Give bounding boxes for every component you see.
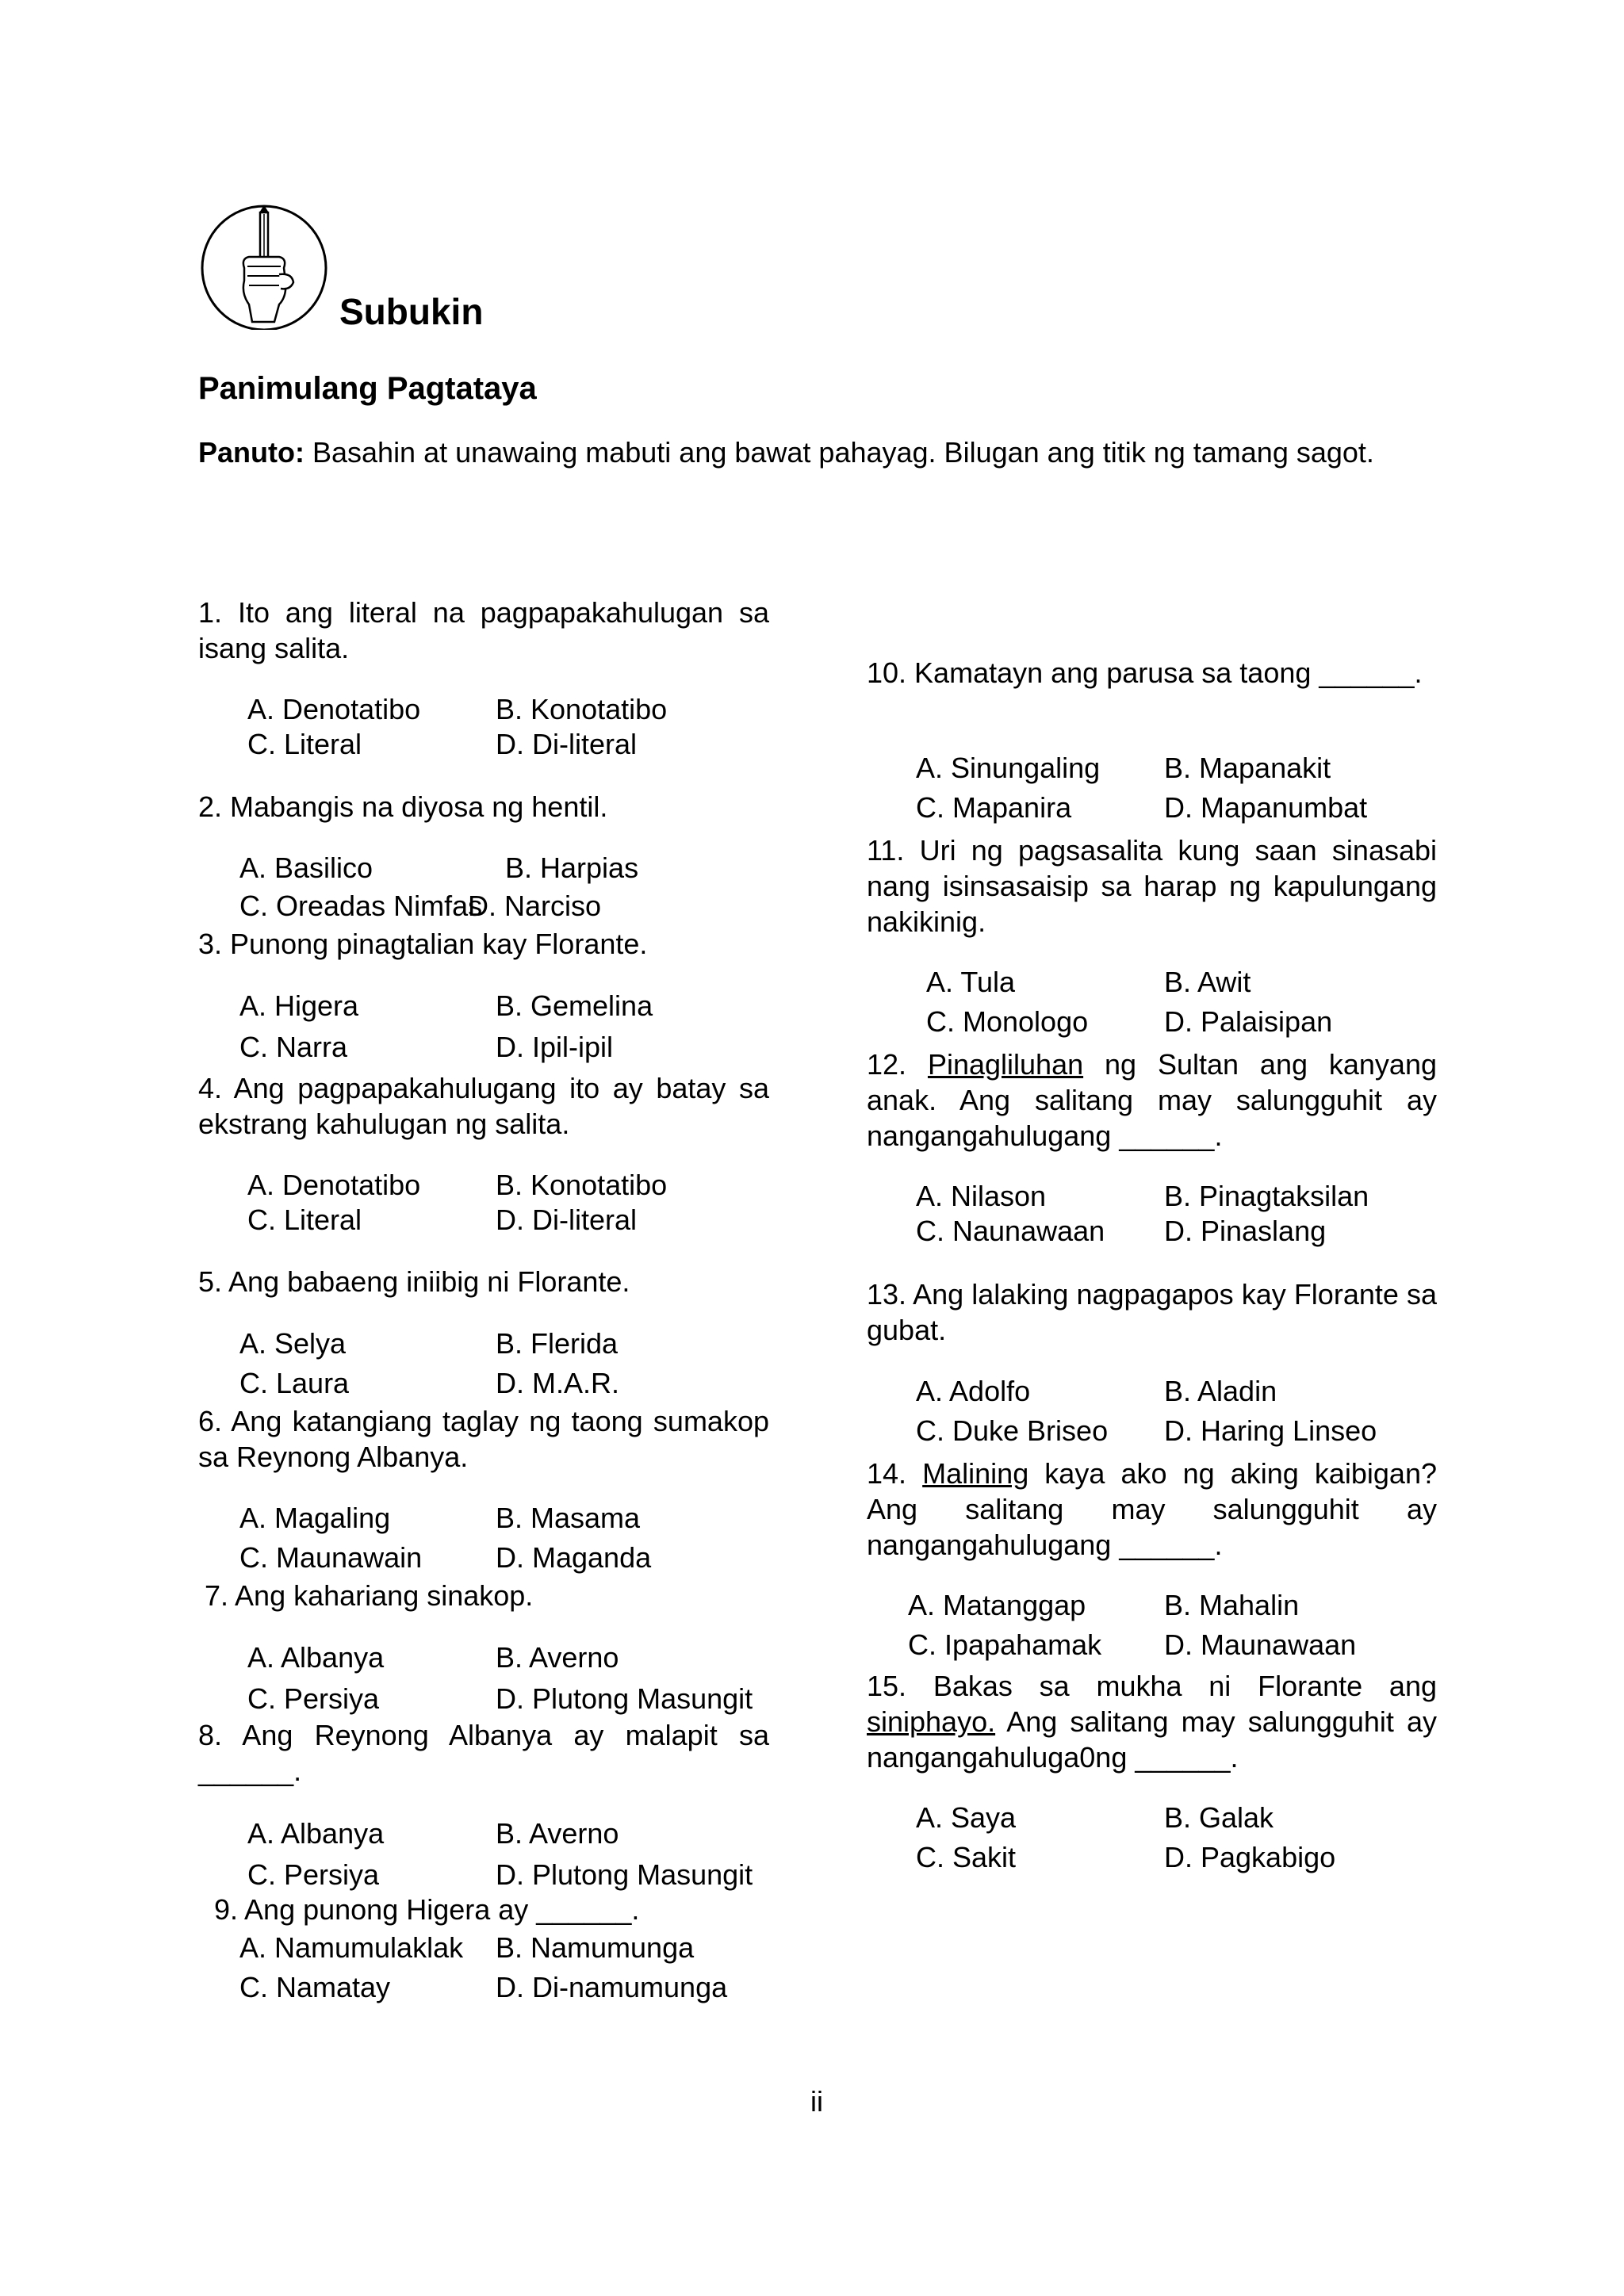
question-12-text: ng Sultan ang kanyang anak. Ang salitang may salungguhit ay nangangahulugang ______.: [867, 1048, 1437, 1152]
question-3: 3. Punong pinagtalian kay Florante.: [198, 928, 648, 960]
option-15d[interactable]: D. Pagkabigo: [1164, 1841, 1336, 1873]
option-1a[interactable]: A. Denotatibo: [247, 693, 421, 725]
option-12b[interactable]: B. Pinagtaksilan: [1164, 1180, 1369, 1212]
option-6b[interactable]: B. Masama: [496, 1502, 641, 1534]
instructions-text: Basahin at unawaing mabuti ang bawat pahayag. Bilugan ang titik ng tamang sagot.: [304, 436, 1374, 469]
option-13c[interactable]: C. Duke Briseo: [916, 1414, 1109, 1447]
section-title: Subukin: [339, 291, 484, 332]
option-1d[interactable]: D. Di-literal: [496, 728, 638, 760]
hand-pencil-icon: [197, 203, 338, 330]
question-15-lead: 15. Bakas sa mukha ni Florante ang: [867, 1670, 1437, 1702]
option-4c[interactable]: C. Literal: [247, 1203, 362, 1236]
option-2a[interactable]: A. Basilico: [239, 851, 373, 884]
option-14a[interactable]: A. Matanggap: [908, 1589, 1086, 1621]
option-10b[interactable]: B. Mapanakit: [1164, 752, 1331, 784]
option-11c[interactable]: C. Monologo: [926, 1005, 1089, 1038]
question-15-text: Ang salitang may salungguhit ay nangangahuluga0ng ______.: [867, 1705, 1437, 1774]
option-7c[interactable]: C. Persiya: [247, 1682, 380, 1715]
question-9: 9. Ang punong Higera ay ______.: [214, 1893, 640, 1926]
option-7a[interactable]: A. Albanya: [247, 1641, 385, 1674]
option-8c[interactable]: C. Persiya: [247, 1858, 380, 1891]
option-4b[interactable]: B. Konotatibo: [496, 1169, 668, 1201]
option-3b[interactable]: B. Gemelina: [496, 989, 653, 1022]
question-12-number: 12.: [867, 1048, 928, 1081]
question-10: 10. Kamatayn ang parusa sa taong ______.: [867, 656, 1423, 689]
option-5a[interactable]: A. Selya: [239, 1327, 347, 1360]
option-5c[interactable]: C. Laura: [239, 1367, 350, 1399]
page-number: ii: [810, 2085, 823, 2118]
option-15c[interactable]: C. Sakit: [916, 1841, 1017, 1873]
option-6c[interactable]: C. Maunawain: [239, 1541, 423, 1574]
option-4a[interactable]: A. Denotatibo: [247, 1169, 421, 1201]
question-1: 1. Ito ang literal na pagpapakahulugan sa isang salita.: [198, 596, 769, 664]
option-2d[interactable]: D. Narciso: [468, 890, 602, 922]
option-1c[interactable]: C. Literal: [247, 728, 362, 760]
option-4d[interactable]: D. Di-literal: [496, 1203, 638, 1236]
option-8b[interactable]: B. Averno: [496, 1817, 619, 1850]
option-9a[interactable]: A. Namumulaklak: [239, 1931, 464, 1964]
question-15: [867, 1668, 1437, 1775]
question-5: 5. Ang babaeng iniibig ni Florante.: [198, 1265, 630, 1298]
option-1b[interactable]: B. Konotatibo: [496, 693, 668, 725]
option-15a[interactable]: A. Saya: [916, 1801, 1017, 1834]
question-2: 2. Mabangis na diyosa ng hentil.: [198, 790, 608, 823]
option-11a[interactable]: A. Tula: [926, 966, 1016, 998]
option-3d[interactable]: D. Ipil-ipil: [496, 1031, 614, 1063]
option-12d[interactable]: D. Pinaslang: [1164, 1215, 1327, 1247]
option-9d[interactable]: D. Di-namumunga: [496, 1971, 728, 2003]
option-14d[interactable]: D. Maunawaan: [1164, 1628, 1357, 1661]
question-4: 4. Ang pagpapakahulugang ito ay batay sa ekstrang kahulugan ng salita.: [198, 1072, 769, 1140]
page-subtitle: Panimulang Pagtataya: [198, 371, 537, 406]
underlined-word: Malining: [922, 1457, 1029, 1490]
option-13a[interactable]: A. Adolfo: [916, 1375, 1031, 1407]
option-6d[interactable]: D. Maganda: [496, 1541, 652, 1574]
option-13d[interactable]: D. Haring Linseo: [1164, 1414, 1377, 1447]
option-15b[interactable]: B. Galak: [1164, 1801, 1274, 1834]
option-13b[interactable]: B. Aladin: [1164, 1375, 1277, 1407]
option-14c[interactable]: C. Ipapahamak: [908, 1628, 1102, 1661]
option-11d[interactable]: D. Palaisipan: [1164, 1005, 1333, 1038]
option-9b[interactable]: B. Namumunga: [496, 1931, 695, 1964]
option-7b[interactable]: B. Averno: [496, 1641, 619, 1674]
question-8: 8. Ang Reynong Albanya ay malapit sa ______.: [198, 1719, 769, 1787]
option-3a[interactable]: A. Higera: [239, 989, 359, 1022]
option-10c[interactable]: C. Mapanira: [916, 791, 1072, 824]
question-14-number: 14.: [867, 1457, 923, 1490]
option-7d[interactable]: D. Plutong Masungit: [496, 1682, 753, 1715]
option-10a[interactable]: A. Sinungaling: [916, 752, 1101, 784]
question-7: 7. Ang kahariang sinakop.: [205, 1579, 534, 1612]
option-12c[interactable]: C. Naunawaan: [916, 1215, 1105, 1247]
question-13: 13. Ang lalaking nagpagapos kay Florante sa gubat.: [867, 1278, 1437, 1346]
option-9c[interactable]: C. Namatay: [239, 1971, 391, 2003]
option-2c[interactable]: C. Oreadas Nimfas: [239, 890, 483, 922]
option-12a[interactable]: A. Nilason: [916, 1180, 1047, 1212]
instructions: [198, 434, 1437, 471]
option-14b[interactable]: B. Mahalin: [1164, 1589, 1300, 1621]
option-5d[interactable]: D. M.A.R.: [496, 1367, 620, 1399]
option-6a[interactable]: A. Magaling: [239, 1502, 391, 1534]
option-3c[interactable]: C. Narra: [239, 1031, 348, 1063]
underlined-word: siniphayo.: [867, 1705, 996, 1738]
option-10d[interactable]: D. Mapanumbat: [1164, 791, 1368, 824]
option-2b[interactable]: B. Harpias: [505, 851, 639, 884]
underlined-word: Pinagliluhan: [927, 1048, 1084, 1081]
option-11b[interactable]: B. Awit: [1164, 966, 1251, 998]
option-8a[interactable]: A. Albanya: [247, 1817, 385, 1850]
question-6: 6. Ang katangiang taglay ng taong sumakop sa Reynong Albanya.: [198, 1405, 769, 1473]
option-5b[interactable]: B. Flerida: [496, 1327, 619, 1360]
option-8d[interactable]: D. Plutong Masungit: [496, 1858, 753, 1891]
question-11: 11. Uri ng pagsasalita kung saan sinasabi nang isinsasaisip sa harap ng kapulungang nakikinig.: [867, 834, 1437, 938]
question-14: [867, 1456, 1437, 1563]
instructions-label: Panuto:: [198, 436, 304, 469]
question-14-text: kaya ako ng aking kaibigan? Ang salitang may salungguhit ay nangangahulugang ______.: [867, 1457, 1438, 1561]
question-12: [867, 1047, 1437, 1154]
